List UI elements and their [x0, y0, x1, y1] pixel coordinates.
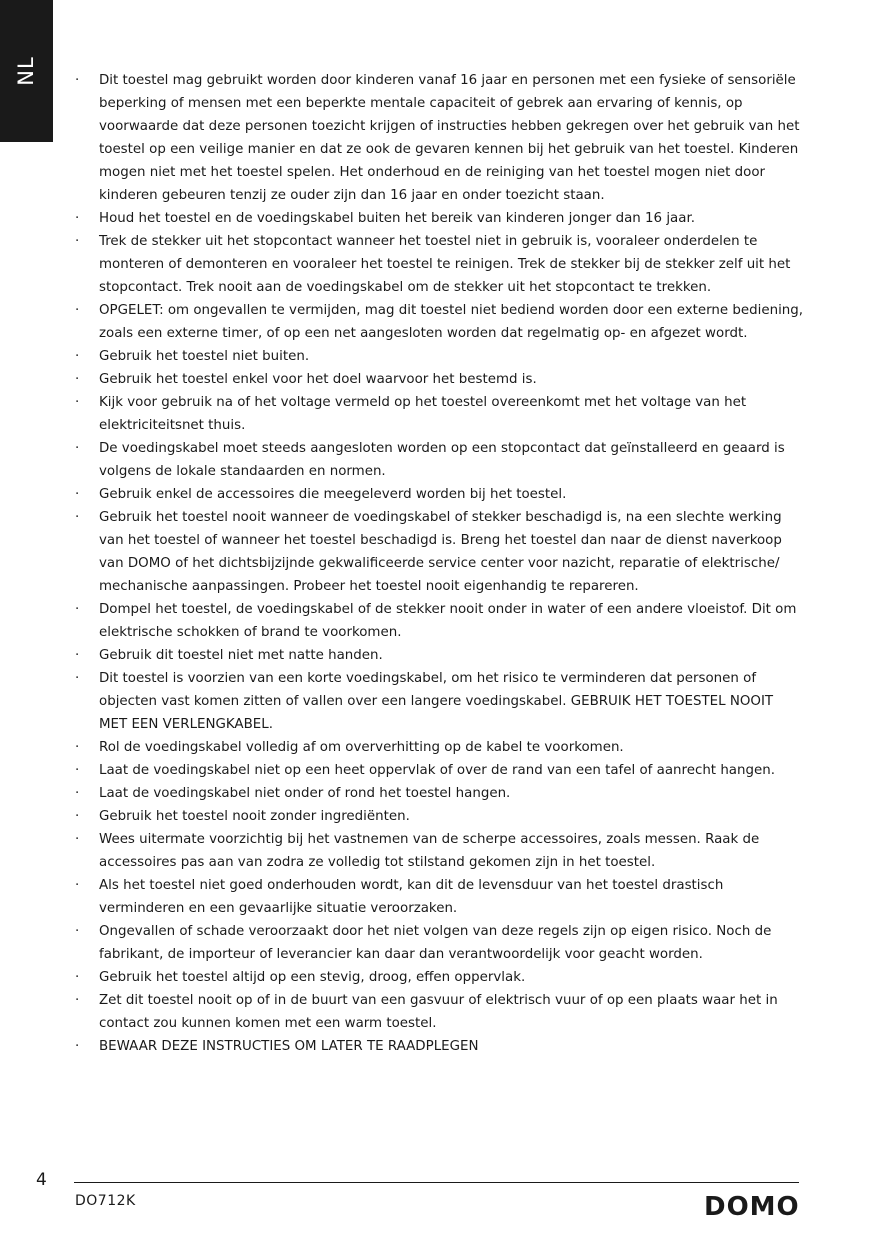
instruction-item	[74, 667, 804, 736]
instruction-item	[74, 874, 804, 920]
bullet-dot: ·	[75, 740, 80, 755]
instruction-text: Laat de voedingskabel niet op een heet oppervlak of over de rand van een tafel of aanrecht hangen.	[99, 763, 775, 778]
instruction-text: OPGELET: om ongevallen te vermijden, mag dit toestel niet bediend worden door een externe bediening, zoals een externe timer, of op een net aangesloten worden dat regelmatig op- en afgezet wordt.	[99, 303, 804, 341]
page-number: 4	[36, 1170, 47, 1190]
bullet-dot: ·	[75, 1039, 80, 1054]
instruction-item	[74, 391, 804, 437]
bullet-dot: ·	[75, 487, 80, 502]
instruction-text: Gebruik dit toestel niet met natte handen.	[99, 648, 383, 663]
instruction-item	[74, 368, 804, 391]
instruction-text: Ongevallen of schade veroorzaakt door het niet volgen van deze regels zijn op eigen risico. Noch de fabrikant, de importeur of leverancier kan daar dan verantwoordelijk voor geacht worden.	[99, 924, 772, 962]
instruction-text: Wees uitermate voorzichtig bij het vastnemen van de scherpe accessoires, zoals messen. Raak de accessoires pas aan van zodra ze volledig tot stilstand gekomen zijn in het toestel.	[99, 832, 760, 870]
instruction-item	[74, 483, 804, 506]
instruction-text: Gebruik het toestel nooit zonder ingrediënten.	[99, 809, 410, 824]
bullet-dot: ·	[75, 924, 80, 939]
instruction-item	[74, 1035, 804, 1058]
bullet-dot: ·	[75, 993, 80, 1008]
model-number: DO712K	[75, 1193, 136, 1209]
bullet-dot: ·	[75, 786, 80, 801]
bullet-dot: ·	[75, 648, 80, 663]
footer-divider	[74, 1182, 799, 1183]
instruction-text: Gebruik enkel de accessoires die meegeleverd worden bij het toestel.	[99, 487, 567, 502]
bullet-dot: ·	[75, 211, 80, 226]
bullet-dot: ·	[75, 73, 80, 88]
bullet-dot: ·	[75, 441, 80, 456]
instruction-text: Gebruik het toestel nooit wanneer de voedingskabel of stekker beschadigd is, na een slechte werking van het toestel of wanneer het toestel beschadigd is. Breng het toestel dan naar de dienst naverkoop van DOMO of het dichtsbijzijnde gekwalificeerde service center voor nazicht, reparatie of elektrische/ mechanische aanpassingen. Probeer het toestel nooit eigenhandig te repareren.	[99, 510, 782, 594]
instruction-item	[74, 345, 804, 368]
instruction-text: Zet dit toestel nooit op of in de buurt van een gasvuur of elektrisch vuur of op een plaats waar het in contact zou kunnen komen met een warm toestel.	[99, 993, 778, 1031]
brand-logo: DOMO	[704, 1192, 800, 1222]
instruction-text: Gebruik het toestel niet buiten.	[99, 349, 310, 364]
instruction-item	[74, 805, 804, 828]
instruction-text: Laat de voedingskabel niet onder of rond het toestel hangen.	[99, 786, 511, 801]
instruction-item	[74, 598, 804, 644]
instruction-text: Dit toestel mag gebruikt worden door kinderen vanaf 16 jaar en personen met een fysieke of sensoriële beperking of mensen met een beperkte mentale capaciteit of gebrek aan ervaring of kennis, op voorwaarde dat deze personen toezicht krijgen of instructies hebben gekregen over het gebruik van het toestel op een veilige manier en dat ze ook de gevaren kennen bij het gebruik van het toestel. Kinderen mogen niet met het toestel spelen. Het onderhoud en de reiniging van het toestel mogen niet door kinderen gebeuren tenzij ze ouder zijn dan 16 jaar en onder toezicht staan.	[99, 73, 800, 203]
instruction-item	[74, 506, 804, 598]
instruction-item	[74, 828, 804, 874]
instruction-item	[74, 207, 804, 230]
bullet-dot: ·	[75, 510, 80, 525]
instruction-item	[74, 759, 804, 782]
language-label: NL	[14, 56, 38, 86]
bullet-dot: ·	[75, 878, 80, 893]
bullet-dot: ·	[75, 372, 80, 387]
instruction-text: Rol de voedingskabel volledig af om oververhitting op de kabel te voorkomen.	[99, 740, 624, 755]
instruction-text: Gebruik het toestel altijd op een stevig, droog, effen oppervlak.	[99, 970, 526, 985]
instruction-item	[74, 299, 804, 345]
bullet-dot: ·	[75, 832, 80, 847]
instruction-text: Dit toestel is voorzien van een korte voedingskabel, om het risico te verminderen dat personen of objecten vast komen zitten of vallen over een langere voedingskabel. GEBRUIK HET TOESTEL NOOIT MET EEN VERLENGKABEL.	[99, 671, 774, 732]
instruction-item	[74, 920, 804, 966]
bullet-dot: ·	[75, 970, 80, 985]
instruction-item	[74, 966, 804, 989]
instruction-text: Kijk voor gebruik na of het voltage vermeld op het toestel overeenkomt met het voltage van het elektriciteitsnet thuis.	[99, 395, 747, 433]
instruction-list	[74, 69, 804, 1058]
instruction-item	[74, 782, 804, 805]
bullet-dot: ·	[75, 671, 80, 686]
instruction-text: Gebruik het toestel enkel voor het doel waarvoor het bestemd is.	[99, 372, 537, 387]
instruction-item	[74, 736, 804, 759]
bullet-dot: ·	[75, 349, 80, 364]
bullet-dot: ·	[75, 395, 80, 410]
bullet-dot: ·	[75, 303, 80, 318]
instruction-text: Dompel het toestel, de voedingskabel of de stekker nooit onder in water of een andere vloeistof. Dit om elektrische schokken of brand te voorkomen.	[99, 602, 797, 640]
language-tab	[0, 0, 53, 142]
instruction-text: Trek de stekker uit het stopcontact wanneer het toestel niet in gebruik is, vooraleer onderdelen te monteren of demonteren en vooraleer het toestel te reinigen. Trek de stekker bij de stekker zelf uit het stopcontact. Trek nooit aan de voedingskabel om de stekker uit het stopcontact te trekken.	[99, 234, 791, 295]
bullet-dot: ·	[75, 602, 80, 617]
bullet-dot: ·	[75, 809, 80, 824]
instruction-text: Houd het toestel en de voedingskabel buiten het bereik van kinderen jonger dan 16 jaar.	[99, 211, 695, 226]
instruction-text: BEWAAR DEZE INSTRUCTIES OM LATER TE RAADPLEGEN	[99, 1039, 479, 1054]
instruction-item	[74, 437, 804, 483]
safety-instructions	[74, 69, 804, 1058]
bullet-dot: ·	[75, 763, 80, 778]
instruction-text: De voedingskabel moet steeds aangesloten worden op een stopcontact dat geïnstalleerd en geaard is volgens de lokale standaarden en normen.	[99, 441, 785, 479]
instruction-item	[74, 230, 804, 299]
bullet-dot: ·	[75, 234, 80, 249]
instruction-item	[74, 69, 804, 207]
instruction-text: Als het toestel niet goed onderhouden wordt, kan dit de levensduur van het toestel drastisch verminderen en een gevaarlijke situatie veroorzaken.	[99, 878, 724, 916]
instruction-item	[74, 989, 804, 1035]
instruction-item	[74, 644, 804, 667]
